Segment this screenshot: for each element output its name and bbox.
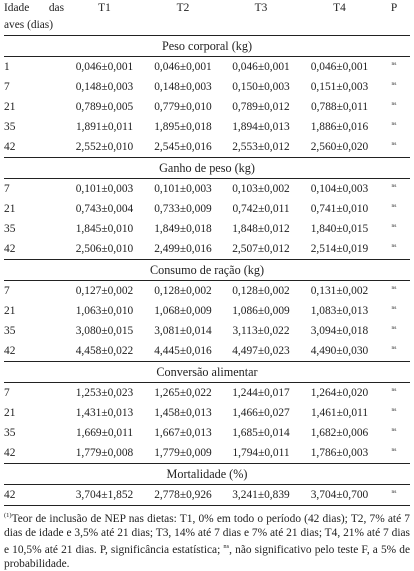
p-cell bbox=[378, 97, 410, 117]
t2-cell: 1,265±0,022 bbox=[154, 387, 212, 399]
table-row bbox=[4, 341, 410, 362]
table-row bbox=[4, 301, 410, 321]
t1-cell: 2,552±0,010 bbox=[64, 137, 145, 158]
t2-cell: 4,445±0,016 bbox=[145, 341, 221, 362]
footnote-text-b: , não significativo pelo teste F, a 5% de probabilidade. bbox=[4, 544, 411, 571]
significance-mark: ns bbox=[391, 407, 397, 413]
p-column-header: P bbox=[378, 0, 410, 36]
section-title: Mortalidade (%) bbox=[4, 464, 410, 485]
t1-cell: 3,080±0,015 bbox=[75, 325, 134, 337]
t2-cell: 0,779±0,010 bbox=[154, 101, 212, 113]
t4-cell: 3,704±0,700 bbox=[301, 485, 378, 506]
age-cell: 42 bbox=[4, 443, 64, 464]
t4-cell: 1,786±0,003 bbox=[301, 443, 378, 464]
age-cell: 42 bbox=[4, 137, 64, 158]
section-header-row bbox=[4, 362, 410, 383]
t3-cell: 0,742±0,011 bbox=[232, 203, 290, 215]
significance-mark: ns bbox=[391, 427, 397, 433]
significance-mark: ns bbox=[391, 345, 397, 351]
significance-mark: ns bbox=[391, 243, 397, 249]
t2-cell: 1,667±0,013 bbox=[154, 427, 212, 439]
t2-cell: 3,081±0,014 bbox=[154, 325, 212, 337]
t4-cell: 4,490±0,030 bbox=[301, 341, 378, 362]
table-row bbox=[4, 403, 410, 423]
t1-cell: 1,891±0,011 bbox=[75, 121, 134, 133]
age-cell: 21 bbox=[4, 101, 16, 113]
p-cell bbox=[378, 199, 410, 219]
p-cell bbox=[378, 383, 410, 404]
section-title: Consumo de ração (kg) bbox=[4, 260, 410, 281]
age-column-header bbox=[4, 0, 64, 36]
significance-mark: ns bbox=[391, 203, 397, 209]
section-title: Peso corporal (kg) bbox=[4, 36, 410, 57]
t1-cell: 0,789±0,005 bbox=[75, 101, 134, 113]
t1-cell: 1,253±0,023 bbox=[75, 387, 134, 399]
t4-cell: 1,840±0,015 bbox=[310, 223, 369, 235]
t1-cell: 0,743±0,004 bbox=[75, 203, 134, 215]
t4-cell: 1,083±0,013 bbox=[310, 305, 369, 317]
t1-cell: 2,506±0,010 bbox=[64, 239, 145, 260]
t4-cell: 0,151±0,003 bbox=[310, 81, 369, 93]
t1-cell: 1,669±0,011 bbox=[75, 427, 134, 439]
t3-cell: 0,103±0,002 bbox=[232, 183, 290, 195]
t4-cell: 0,788±0,011 bbox=[310, 101, 369, 113]
significance-mark: ns bbox=[391, 285, 397, 291]
significance-mark: ns bbox=[391, 447, 397, 453]
p-cell bbox=[378, 443, 410, 464]
footnote-marker: (1) bbox=[4, 512, 12, 519]
t3-cell: 2,553±0,012 bbox=[221, 137, 301, 158]
t2-cell: 0,128±0,002 bbox=[154, 285, 212, 297]
t1-cell: 4,458±0,022 bbox=[64, 341, 145, 362]
t3-cell: 1,848±0,012 bbox=[232, 223, 290, 235]
t2-cell: 1,779±0,009 bbox=[145, 443, 221, 464]
section-header-row bbox=[4, 260, 410, 281]
age-cell: 35 bbox=[4, 325, 16, 337]
table-row bbox=[4, 321, 410, 341]
table-footnote bbox=[4, 509, 410, 571]
table-row bbox=[4, 97, 410, 117]
age-cell: 21 bbox=[4, 407, 16, 419]
t3-cell: 0,789±0,012 bbox=[232, 101, 290, 113]
t1-cell: 1,779±0,008 bbox=[64, 443, 145, 464]
age-cell: 42 bbox=[4, 239, 64, 260]
t4-cell: 2,560±0,020 bbox=[301, 137, 378, 158]
t2-cell: 1,068±0,009 bbox=[154, 305, 212, 317]
t2-cell: 2,545±0,016 bbox=[145, 137, 221, 158]
footnote-text-a: Teor de inclusão de NEP nas dietas: T1, 0% em todo o período (42 dias); T2, 7% até 7 dias de idade e 3,5% até 21 dias; T3, 14% até 7 dias e 7% até 21 dias; T4, 21% até 7 dias e 10,5% até 21 dias. P, significância estatística; bbox=[4, 512, 410, 556]
significance-mark: ns bbox=[391, 223, 397, 229]
age-cell: 7 bbox=[4, 387, 10, 399]
age-cell: 21 bbox=[4, 305, 16, 317]
age-header-line1: Idade das bbox=[4, 2, 64, 14]
t4-cell: 1,682±0,006 bbox=[310, 427, 369, 439]
t1-cell: 1,431±0,013 bbox=[75, 407, 134, 419]
table-row bbox=[4, 219, 410, 239]
significance-mark: ns bbox=[391, 61, 397, 67]
t3-cell: 0,046±0,001 bbox=[232, 61, 290, 73]
p-cell bbox=[378, 423, 410, 443]
t3-cell: 1,244±0,017 bbox=[232, 387, 290, 399]
table-body bbox=[4, 36, 410, 506]
t2-cell: 1,849±0,018 bbox=[154, 223, 212, 235]
t3-cell: 1,894±0,013 bbox=[232, 121, 290, 133]
table-row bbox=[4, 239, 410, 260]
p-cell bbox=[378, 57, 410, 78]
significance-mark: ns bbox=[391, 489, 397, 495]
t2-column-header: T2 bbox=[145, 0, 221, 36]
t3-cell: 4,497±0,023 bbox=[221, 341, 301, 362]
significance-mark: ns bbox=[391, 387, 397, 393]
t2-cell: 0,733±0,009 bbox=[154, 203, 212, 215]
t4-cell: 0,104±0,003 bbox=[310, 183, 369, 195]
t3-cell: 0,150±0,003 bbox=[232, 81, 290, 93]
p-cell bbox=[378, 301, 410, 321]
t3-column-header: T3 bbox=[221, 0, 301, 36]
t1-cell: 0,046±0,001 bbox=[75, 61, 134, 73]
table-row bbox=[4, 137, 410, 158]
t2-cell: 1,458±0,013 bbox=[154, 407, 212, 419]
age-cell: 7 bbox=[4, 81, 10, 93]
p-cell bbox=[378, 117, 410, 137]
t3-cell: 1,685±0,014 bbox=[232, 427, 290, 439]
significance-mark: ns bbox=[391, 141, 397, 147]
t4-cell: 1,264±0,020 bbox=[310, 387, 369, 399]
t2-cell: 0,046±0,001 bbox=[154, 61, 212, 73]
age-cell: 1 bbox=[4, 61, 10, 73]
footnote-ns-superscript: ns bbox=[223, 543, 230, 551]
p-cell bbox=[378, 341, 410, 362]
p-cell bbox=[378, 485, 410, 506]
table-header-row bbox=[4, 0, 410, 36]
t3-cell: 3,113±0,022 bbox=[232, 325, 290, 337]
t3-cell: 0,128±0,002 bbox=[232, 285, 290, 297]
t4-column-header: T4 bbox=[301, 0, 378, 36]
p-cell bbox=[378, 239, 410, 260]
t2-cell: 1,895±0,018 bbox=[154, 121, 212, 133]
table-row bbox=[4, 423, 410, 443]
p-cell bbox=[378, 321, 410, 341]
p-cell bbox=[378, 77, 410, 97]
significance-mark: ns bbox=[391, 101, 397, 107]
age-cell: 35 bbox=[4, 223, 16, 235]
t1-column-header: T1 bbox=[64, 0, 145, 36]
t4-cell: 1,886±0,016 bbox=[310, 121, 369, 133]
table-row bbox=[4, 57, 410, 78]
t2-cell: 2,499±0,016 bbox=[145, 239, 221, 260]
table-row bbox=[4, 179, 410, 200]
significance-mark: ns bbox=[391, 305, 397, 311]
table-row bbox=[4, 485, 410, 506]
t3-cell: 1,466±0,027 bbox=[232, 407, 290, 419]
age-cell: 7 bbox=[4, 285, 10, 297]
section-header-row bbox=[4, 36, 410, 57]
significance-mark: ns bbox=[391, 81, 397, 87]
t3-cell: 1,794±0,011 bbox=[221, 443, 301, 464]
section-header-row bbox=[4, 158, 410, 179]
t4-cell: 1,461±0,011 bbox=[310, 407, 369, 419]
age-cell: 21 bbox=[4, 203, 16, 215]
section-title: Conversão alimentar bbox=[4, 362, 410, 383]
significance-mark: ns bbox=[391, 183, 397, 189]
t1-cell: 1,063±0,010 bbox=[75, 305, 134, 317]
table-row bbox=[4, 117, 410, 137]
t2-cell: 0,101±0,003 bbox=[154, 183, 212, 195]
t2-cell: 0,148±0,003 bbox=[154, 81, 212, 93]
section-header-row bbox=[4, 464, 410, 485]
t4-cell: 0,741±0,010 bbox=[310, 203, 369, 215]
t1-cell: 3,704±1,852 bbox=[64, 485, 145, 506]
t4-cell: 2,514±0,019 bbox=[301, 239, 378, 260]
t1-cell: 0,101±0,003 bbox=[75, 183, 134, 195]
age-cell: 42 bbox=[4, 341, 64, 362]
age-cell: 35 bbox=[4, 121, 16, 133]
t4-cell: 0,046±0,001 bbox=[310, 61, 369, 73]
p-cell bbox=[378, 281, 410, 302]
table-row bbox=[4, 383, 410, 404]
significance-mark: ns bbox=[391, 121, 397, 127]
table-row bbox=[4, 199, 410, 219]
age-cell: 35 bbox=[4, 427, 16, 439]
p-cell bbox=[378, 219, 410, 239]
significance-mark: ns bbox=[391, 325, 397, 331]
p-cell bbox=[378, 403, 410, 423]
age-cell: 42 bbox=[4, 485, 64, 506]
t4-cell: 3,094±0,018 bbox=[310, 325, 369, 337]
t4-cell: 0,131±0,002 bbox=[310, 285, 369, 297]
p-cell bbox=[378, 137, 410, 158]
age-header-line2: aves (dias) bbox=[4, 19, 54, 31]
table-row bbox=[4, 77, 410, 97]
t1-cell: 0,148±0,003 bbox=[75, 81, 134, 93]
age-cell: 7 bbox=[4, 183, 10, 195]
results-table bbox=[4, 0, 410, 506]
table-row bbox=[4, 281, 410, 302]
t2-cell: 2,778±0,926 bbox=[145, 485, 221, 506]
section-title: Ganho de peso (kg) bbox=[4, 158, 410, 179]
t3-cell: 1,086±0,009 bbox=[232, 305, 290, 317]
t3-cell: 2,507±0,012 bbox=[221, 239, 301, 260]
t1-cell: 1,845±0,010 bbox=[75, 223, 134, 235]
p-cell bbox=[378, 179, 410, 200]
t3-cell: 3,241±0,839 bbox=[221, 485, 301, 506]
t1-cell: 0,127±0,002 bbox=[75, 285, 134, 297]
table-row bbox=[4, 443, 410, 464]
